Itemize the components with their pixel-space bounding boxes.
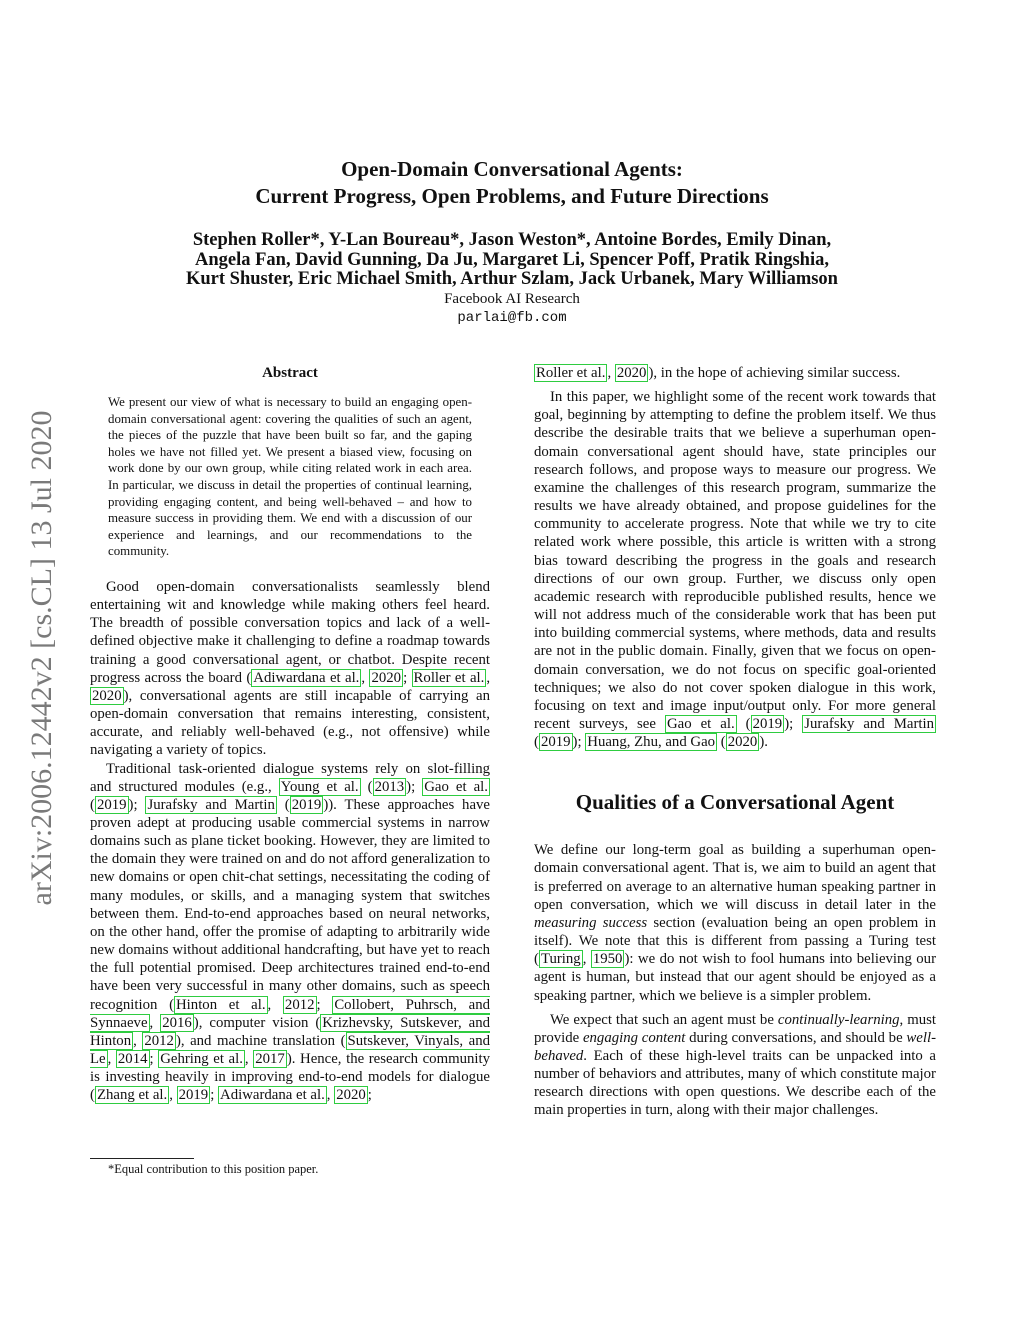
citation-link[interactable]: 2020: [371, 669, 402, 686]
citation-link[interactable]: Gehring et al.: [160, 1051, 243, 1067]
citation-link[interactable]: Huang, Zhu, and Gao: [587, 734, 716, 751]
citation-link[interactable]: 2019: [540, 734, 571, 751]
citation-link[interactable]: 2020: [727, 734, 758, 751]
author-list: [0, 231, 1024, 290]
citation-link[interactable]: Zhang et al.: [96, 1087, 168, 1104]
authors-line-3: Kurt Shuster, Eric Michael Smith, Arthur Szlam, Jack Urbanek, Mary Williamson: [186, 269, 838, 289]
citation-link[interactable]: 2020: [616, 365, 647, 381]
right-column: [534, 364, 936, 1120]
citation-link[interactable]: Turing: [540, 951, 581, 968]
contact-email[interactable]: parlai@fb.com: [457, 310, 567, 326]
citation-link[interactable]: Gao et al.: [424, 778, 488, 795]
paper-title: [0, 156, 1024, 210]
citation-link[interactable]: 2019: [291, 796, 322, 813]
citation-link[interactable]: Hinton et al.: [176, 996, 266, 1013]
arxiv-identifier: arXiv:2006.12442v2 [cs.CL] 13 Jul 2020: [25, 410, 58, 906]
intro-paragraph-2: Traditional task-oriented dialogue systems rely on slot-filling and structured modules (e.g., Young et al. ( 2013 ); Gao et al. ( 2019 ); Jurafsky and Martin ( 2019 )). These approaches have proven adept at producing usable commercial systems in narrow domains such as plane ticket booking. However, they are limited to the domain they were trained on and do not afford generalization to new domains or open chit-chat settings, necessitating the coding of many modules, or skills, and a managing system that switches between them. End-to-end approaches based on neural networks, on the other hand, offer the promise of adapting to arbitrarily wide new domains without additional handcrafting, but have yet to reach the full potential promised. Deep architectures trained end-to-end have been very successful in many other domains, such as speech recognition ( Hinton et al. , 2012 ; Collobert, Puhrsch, and Synnaeve , 2016 ), computer vision ( Krizhevsky, Sutskever, and Hinton , 2012 ), and machine translation ( Sutskever, Vinyals, and Le , 2014 ; Gehring et al. , 2017 ). Hence, the research community is investing heavily in improving end-to-end models for dialogue ( Zhang et al. , 2019 ; Adiwardana et al. , 2020 ;: [90, 760, 491, 1104]
left-column: [90, 364, 490, 1104]
goal-paragraph: We define our long-term goal as building a superhuman open-domain conversational agent. That is, we aim to build an agent that is preferred on average to an alternative human speaking partner in open conversation, which we will discuss in detail later in the measuring success section (evaluation being an open problem in itself). We note that this is different from passing a Turing test ( Turing , 1950 ): we do not wish to fool humans into believing our agent is human, but instead that our agent should be enjoyed as a speaking partner, which we believe is a simpler problem.: [534, 842, 937, 1004]
citation-link[interactable]: Krizhevsky, Sutskever, and Hinton: [90, 1014, 490, 1049]
citation-link[interactable]: Adiwardana et al.: [220, 1087, 325, 1104]
citation-link[interactable]: Sutskever, Vinyals, and Le: [90, 1032, 490, 1067]
intro-paragraph-1: Good open-domain conversationalists seamlessly blend entertaining wit and knowledge while making others feel heard. The breadth of possible conversation topics and lack of a well-defined objective make it challenging to define a roadmap towards training a good conversational agent, or chatbot. Despite recent progress across the board ( Adiwardana et al. , 2020 ; Roller et al. , 2020 ), conversational agents are still incapable of carrying an open-domain conversation that remains interesting, consistent, accurate, and reliably well-behaved (e.g., not offensive) while navigating a variety of topics.: [90, 578, 491, 759]
citation-link[interactable]: 2014: [117, 1051, 148, 1067]
citation-link[interactable]: 2019: [752, 715, 783, 732]
citation-link[interactable]: Adiwardana et al.: [253, 669, 360, 686]
citation-link[interactable]: Jurafsky and Martin: [147, 796, 275, 813]
affiliation: Facebook AI Research: [444, 291, 580, 307]
citation-link[interactable]: Jurafsky and Martin: [804, 715, 935, 732]
citation-link[interactable]: Roller et al.: [536, 365, 606, 381]
citation-link[interactable]: 2020: [92, 687, 122, 704]
title-line-1: Open-Domain Conversational Agents:: [341, 157, 683, 181]
footnote-rule: [90, 1158, 194, 1159]
citation-link[interactable]: 2016: [162, 1014, 192, 1031]
citation-link[interactable]: 2019: [96, 796, 127, 813]
citation-link[interactable]: 1950: [592, 951, 623, 968]
citation-link[interactable]: 2012: [284, 996, 315, 1013]
section-heading: Qualities of a Conversational Agent: [575, 790, 895, 815]
citation-link[interactable]: 2019: [178, 1087, 209, 1104]
title-line-2: Current Progress, Open Problems, and Future Directions: [255, 184, 769, 208]
citation-link[interactable]: Gao et al.: [666, 715, 735, 732]
citation-link[interactable]: 2013: [374, 778, 405, 795]
footnote: *Equal contribution to this position paper.: [108, 1162, 319, 1176]
continued-paragraph: Roller et al. , 2020 ), in the hope of achieving similar success.: [536, 365, 901, 381]
citation-link[interactable]: 2012: [144, 1032, 174, 1049]
abstract-text: We present our view of what is necessary to build an engaging open-domain conversational agent: covering the qualities of such an agent, the pieces of the puzzle that have been built so far, and the gaping holes we have not filled yet. We present a biased view, focusing on work done by our own group, while citing related work in each area. In particular, we discuss in detail the properties of continual learning, providing engaging content, and being well-behaved – and how to measure success in providing them. We end with a discussion of our experience and learnings, and our recommendations to the community.: [108, 395, 472, 559]
authors-line-2: Angela Fan, David Gunning, Da Ju, Margaret Li, Spencer Poff, Pratik Ringshia,: [194, 249, 829, 270]
citation-link[interactable]: Young et al.: [280, 778, 359, 795]
citation-link[interactable]: Roller et al.: [413, 669, 485, 686]
citation-link[interactable]: 2020: [336, 1087, 366, 1104]
authors-line-1: Stephen Roller*, Y-Lan Boureau*, Jason Weston*, Antoine Bordes, Emily Dinan,: [192, 230, 832, 250]
traits-paragraph: We expect that such an agent must be continually-learning, must provide engaging content during conversations, and should be well-behaved. Each of these high-level traits can be unpacked into a number of behaviors and attributes, many of which constitute major research directions with open questions. We describe each of the main properties in turn, along with their major challenges.: [534, 1011, 936, 1119]
scope-paragraph: In this paper, we highlight some of the recent work towards that goal, beginning by attempting to define the problem itself. We thus describe the desirable traits that we believe a superhuman open-domain conversational agent should have, state principles our research follows, and propose ways to measure our progress. We examine the challenges of this research program, summarize the results we have already obtained, and propose guidelines for the community to accelerate progress. Note that while we try to cite related work where possible, this article is written with a strong bias toward describing the progress in the goals and research directions of our own group. Further, we discuss only open academic research with reproducible published results, hence we will not address much of the considerable work that has been put into building commercial systems, where methods, data and results are not in the public domain. Finally, given that we focus on open-domain conversation, we do not focus on specific goal-oriented techniques; we also do not cover spoken dialogue in this work, focusing on text and image input/output only. For more general recent surveys, see Gao et al. ( 2019 ); Jurafsky and Martin ( 2019 ); Huang, Zhu, and Gao ( 2020 ).: [534, 389, 936, 751]
citation-link[interactable]: 2017: [255, 1051, 285, 1067]
citation-link[interactable]: Collobert, Puhrsch, and Synnaeve: [90, 996, 491, 1031]
abstract-heading: Abstract: [262, 365, 318, 381]
